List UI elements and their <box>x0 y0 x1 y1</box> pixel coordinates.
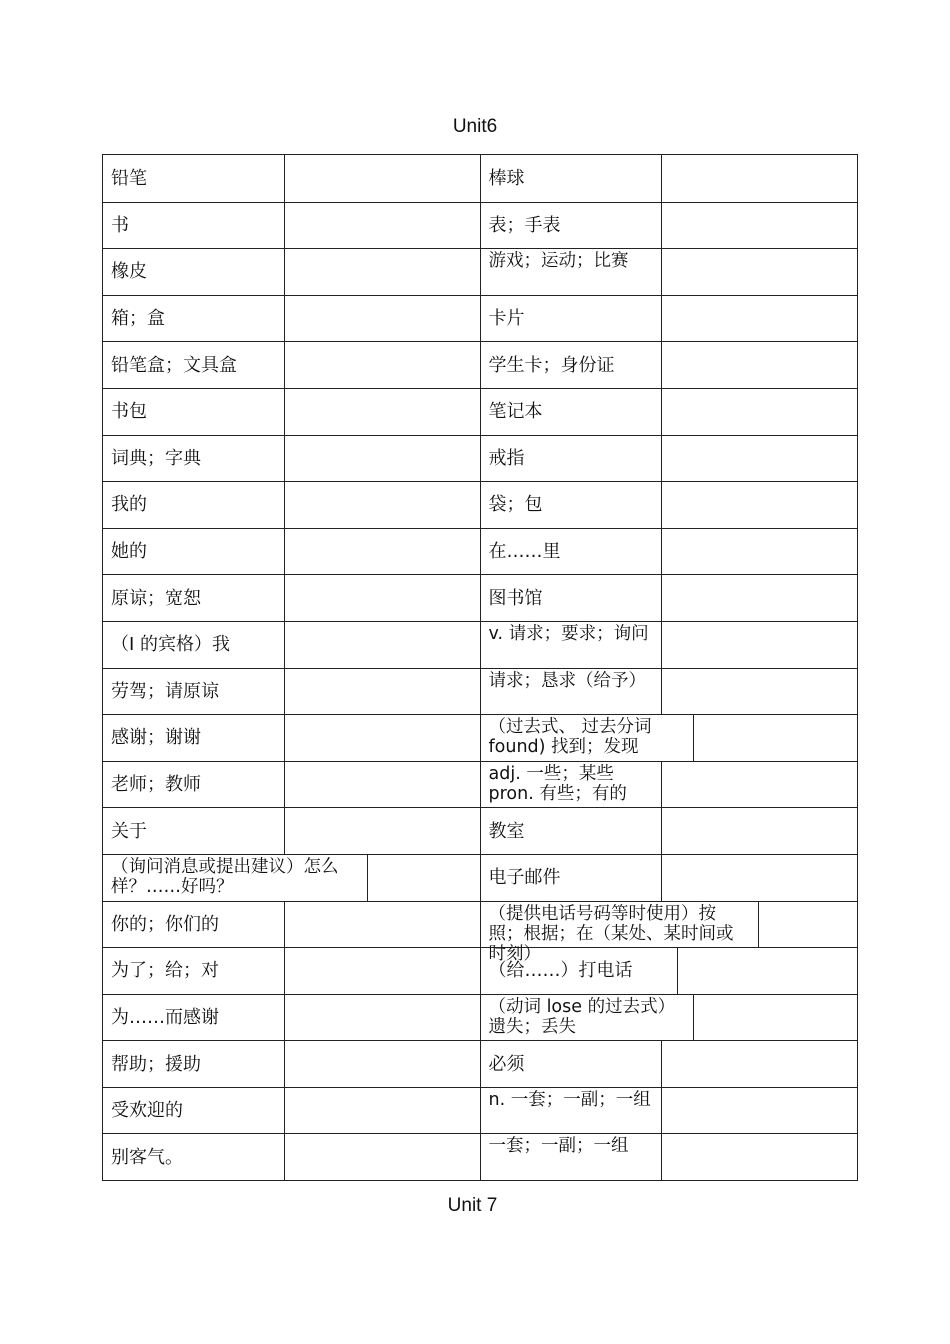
answer-cell[interactable] <box>758 902 858 948</box>
answer-cell[interactable] <box>661 1088 858 1134</box>
answer-cell[interactable] <box>284 762 480 808</box>
table-row <box>103 761 857 808</box>
page-title: Unit6 <box>452 116 498 137</box>
chinese-term: 铅笔 <box>111 167 147 189</box>
chinese-term: 关于 <box>111 820 147 842</box>
answer-cell[interactable] <box>661 389 858 435</box>
table-row <box>103 481 857 528</box>
answer-cell[interactable] <box>661 1134 858 1180</box>
chinese-term: 你的；你们的 <box>111 913 219 935</box>
answer-cell[interactable] <box>661 155 858 202</box>
chinese-term: 图书馆 <box>488 587 543 609</box>
chinese-term: 在……里 <box>488 541 561 563</box>
chinese-term: 我的 <box>111 494 147 516</box>
table-row <box>103 248 857 295</box>
answer-cell[interactable] <box>284 948 480 994</box>
answer-cell[interactable] <box>284 203 480 249</box>
table-row <box>103 854 857 901</box>
answer-cell[interactable] <box>284 902 480 948</box>
chinese-term: 为了；给；对 <box>111 960 219 982</box>
table-row <box>103 1133 857 1180</box>
table-row <box>103 574 857 621</box>
table-row <box>103 1087 857 1134</box>
chinese-term: （I 的宾格）我 <box>111 634 231 656</box>
chinese-term: 必须 <box>488 1053 525 1075</box>
chinese-term: n. 一套；一副；一组 <box>488 1089 651 1110</box>
table-row <box>103 668 857 715</box>
chinese-term: 老师；教师 <box>111 774 201 796</box>
table-row <box>103 202 857 249</box>
chinese-term: 橡皮 <box>111 261 147 283</box>
answer-cell[interactable] <box>284 808 480 854</box>
chinese-term: 铅笔盒；文具盒 <box>111 354 237 376</box>
chinese-term: 游戏；运动；比赛 <box>488 251 629 272</box>
chinese-term: 帮助；援助 <box>111 1053 201 1075</box>
answer-cell[interactable] <box>284 389 480 435</box>
table-row <box>103 435 857 482</box>
table-row <box>103 947 857 994</box>
answer-cell[interactable] <box>284 715 480 761</box>
vocabulary-table <box>102 154 858 1181</box>
chinese-term: （动词 lose 的过去式）遗失；丢失 <box>488 996 676 1037</box>
table-row <box>103 994 857 1041</box>
table-row <box>103 528 857 575</box>
answer-cell[interactable] <box>284 342 480 388</box>
answer-cell[interactable] <box>284 669 480 715</box>
chinese-term: 表；手表 <box>488 214 561 236</box>
answer-cell[interactable] <box>661 855 858 901</box>
chinese-term: （过去式、 过去分词 found) 找到；发现 <box>488 717 652 758</box>
answer-cell[interactable] <box>284 249 480 295</box>
chinese-term: adj. 一些；某些 pron. 有些；有的 <box>488 763 627 804</box>
chinese-term: 箱；盒 <box>111 308 165 330</box>
table-row <box>103 155 857 202</box>
chinese-term: 一套；一副；一组 <box>488 1136 629 1157</box>
answer-cell[interactable] <box>677 948 858 994</box>
answer-cell[interactable] <box>693 995 858 1041</box>
table-row <box>103 1040 857 1087</box>
answer-cell[interactable] <box>661 342 858 388</box>
table-row <box>103 388 857 435</box>
answer-cell[interactable] <box>284 575 480 621</box>
chinese-term: 笔记本 <box>488 401 543 423</box>
answer-cell[interactable] <box>661 482 858 528</box>
chinese-term: （提供电话号码等时使用）按照；根据；在（某处、某时间或时刻） <box>488 903 734 964</box>
chinese-term: 袋；包 <box>488 494 543 516</box>
chinese-term: 教室 <box>488 820 525 842</box>
answer-cell[interactable] <box>661 529 858 575</box>
answer-cell[interactable] <box>661 203 858 249</box>
answer-cell[interactable] <box>284 995 480 1041</box>
table-row <box>103 807 857 854</box>
chinese-term: v. 请求；要求；询问 <box>488 623 649 644</box>
answer-cell[interactable] <box>284 155 480 202</box>
answer-cell[interactable] <box>661 669 858 715</box>
answer-cell[interactable] <box>284 1088 480 1134</box>
chinese-term: 受欢迎的 <box>111 1100 183 1122</box>
table-row <box>103 295 857 342</box>
chinese-term: 卡片 <box>488 308 525 330</box>
table-row <box>103 714 857 761</box>
chinese-term: 请求；恳求（给予） <box>488 670 646 691</box>
answer-cell[interactable] <box>367 855 480 901</box>
answer-cell[interactable] <box>661 808 858 854</box>
table-row <box>103 901 857 964</box>
answer-cell[interactable] <box>284 482 480 528</box>
table-row <box>103 341 857 388</box>
answer-cell[interactable] <box>661 575 858 621</box>
chinese-term: 戒指 <box>488 447 525 469</box>
answer-cell[interactable] <box>284 296 480 342</box>
answer-cell[interactable] <box>284 1134 480 1180</box>
chinese-term: 书包 <box>111 401 147 423</box>
answer-cell[interactable] <box>284 529 480 575</box>
chinese-term: 棒球 <box>488 167 525 189</box>
next-unit-heading: Unit 7 <box>447 1195 498 1216</box>
answer-cell[interactable] <box>661 296 858 342</box>
chinese-term: 原谅；宽恕 <box>111 587 201 609</box>
table-row <box>103 621 857 668</box>
chinese-term: 词典；字典 <box>111 447 201 469</box>
chinese-term: 学生卡；身份证 <box>488 354 615 376</box>
answer-cell[interactable] <box>661 622 858 668</box>
chinese-term: （给……）打电话 <box>488 960 633 982</box>
answer-cell[interactable] <box>661 1041 858 1087</box>
answer-cell[interactable] <box>693 715 858 761</box>
answer-cell[interactable] <box>661 436 858 482</box>
chinese-term: 别客气。 <box>111 1146 183 1168</box>
chinese-term: 为……而感谢 <box>111 1006 219 1028</box>
chinese-term: 她的 <box>111 541 147 563</box>
answer-cell[interactable] <box>661 249 858 295</box>
chinese-term: 书 <box>111 214 129 236</box>
answer-cell[interactable] <box>284 622 480 668</box>
chinese-term: 劳驾；请原谅 <box>111 680 219 702</box>
chinese-term: 感谢；谢谢 <box>111 727 201 749</box>
chinese-term: （询问消息或提出建议）怎么样？……好吗？ <box>111 856 339 897</box>
answer-cell[interactable] <box>284 436 480 482</box>
answer-cell[interactable] <box>661 762 858 808</box>
answer-cell[interactable] <box>284 1041 480 1087</box>
chinese-term: 电子邮件 <box>488 867 561 889</box>
